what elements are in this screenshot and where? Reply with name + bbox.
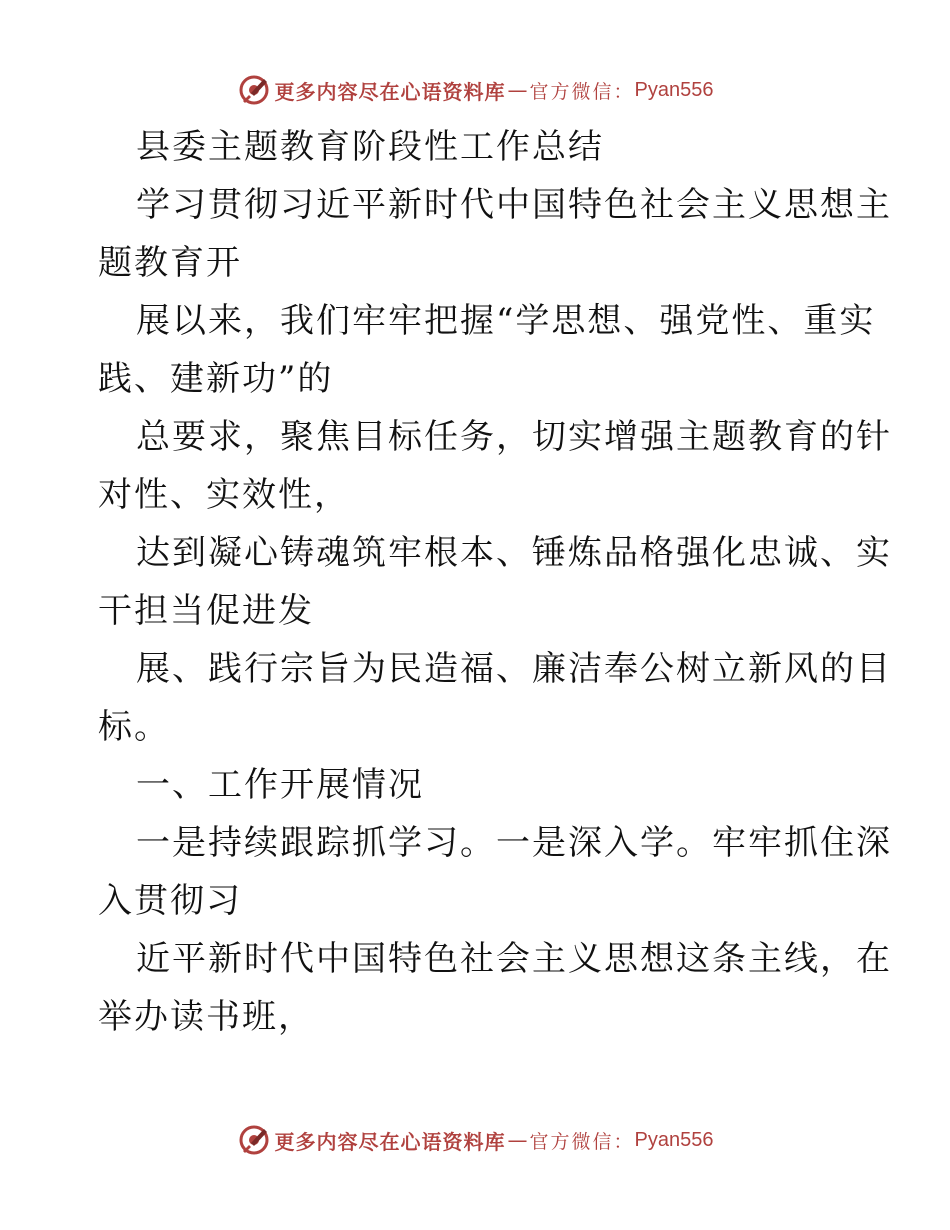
footer-separator: — [507,1128,528,1152]
paragraph-line: 题教育开 [98,243,242,283]
paragraph-line: 举办读书班， [98,997,314,1037]
footer-banner [0,1120,950,1160]
paragraph-line: 干担当促进发 [98,591,314,631]
header-wechat-id: Pyan556 [634,78,714,101]
paragraph-line: 一是持续跟踪抓学习。一是深入学。牢牢抓住深 [136,823,892,863]
header-separator: — [507,78,528,102]
paragraph-line: 展以来，我们牢牢把握“学思想、强党性、重实 [136,301,876,341]
footer-wechat-label: 官方微信： [529,1130,635,1153]
document-body [98,118,892,1046]
section-heading: 一、工作开展情况 [136,765,424,805]
header-wechat-label: 官方微信： [529,80,635,103]
paragraph-line: 标。 [98,707,170,747]
paragraph-line: 学习贯彻习近平新时代中国特色社会主义思想主 [136,185,892,225]
paragraph-line: 近平新时代中国特色社会主义思想这条主线，在 [136,939,892,979]
footer-wechat-id: Pyan556 [634,1128,714,1151]
paragraph-line: 总要求，聚焦目标任务，切实增强主题教育的针 [136,417,892,457]
paragraph-line: 达到凝心铸魂筑牢根本、锤炼品格强化忠诚、实 [136,533,892,573]
paragraph-line: 入贯彻习 [98,881,242,921]
paragraph-line: 展、践行宗旨为民造福、廉洁奉公树立新风的目 [136,649,892,689]
paragraph-line: 对性、实效性， [98,475,350,515]
document-title: 县委主题教育阶段性工作总结 [136,127,604,167]
paragraph-line: 践、建新功”的 [98,359,334,399]
header-brand-text: 更多内容尽在心语资料库 [274,79,506,104]
header-banner [0,70,950,110]
pen-nib-logo-icon [237,1123,271,1157]
pen-nib-logo-icon [237,73,271,107]
footer-brand-text: 更多内容尽在心语资料库 [274,1129,506,1154]
